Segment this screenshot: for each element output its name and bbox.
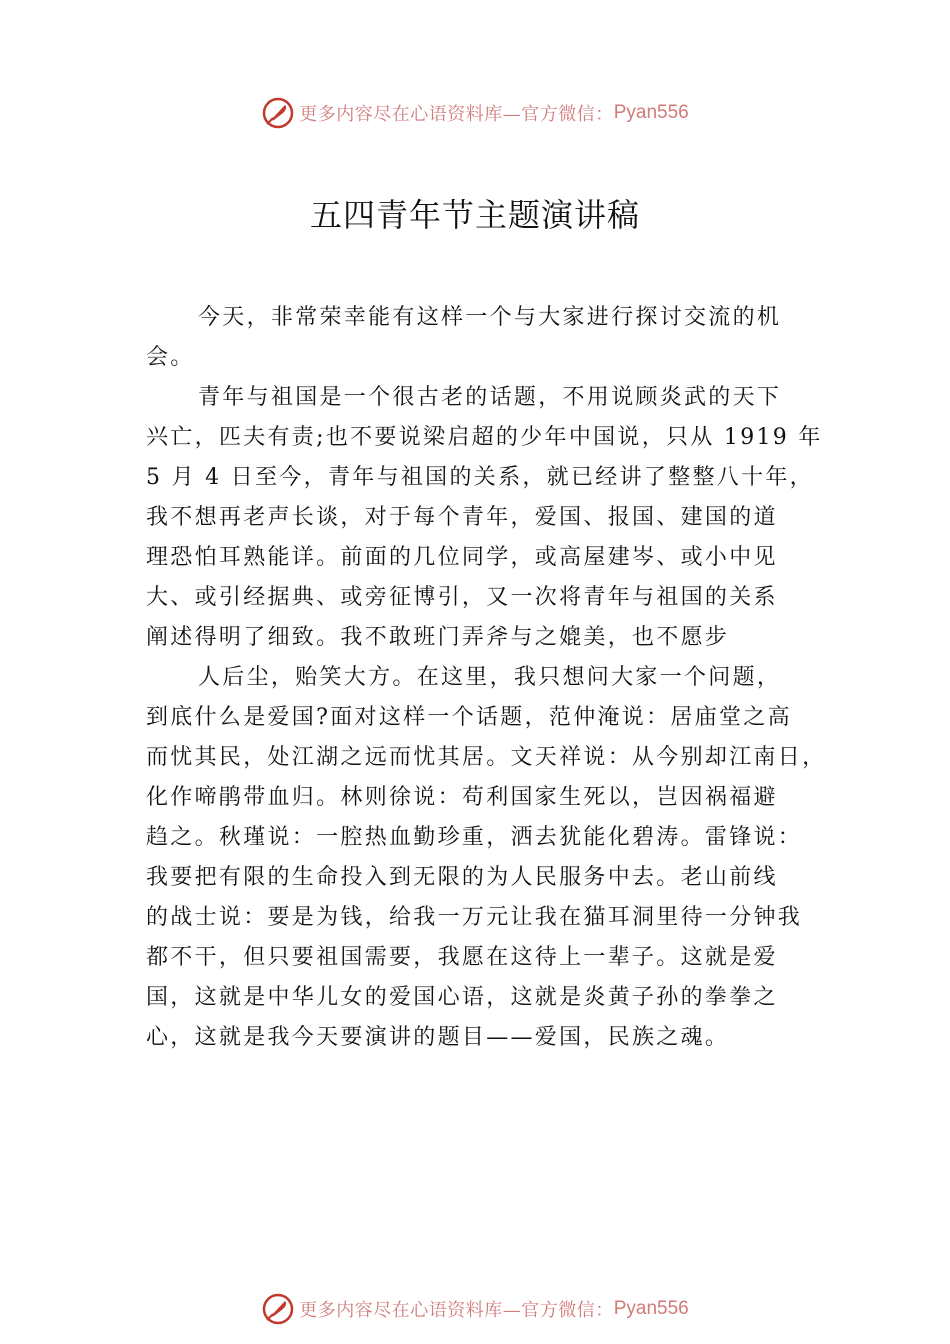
body-line: 阐述得明了细致。我不敢班门弄斧与之媲美，也不愿步 [146,625,730,650]
body-line: 心，这就是我今天要演讲的题目——爱国，民族之魂。 [146,1025,730,1050]
watermark-wechat-id: Pyan556 [613,102,689,123]
body-line: 到底什么是爱国?面对这样一个话题，范仲淹说：居庙堂之高 [146,705,792,730]
body-line: 今天，非常荣幸能有这样一个与大家进行探讨交流的机 [198,305,782,330]
header-watermark [0,93,950,133]
watermark-text: 更多内容尽在心语资料库—官方微信： [299,104,614,125]
body-line: 人后尘，贻笑大方。在这里，我只想问大家一个问题， [198,665,782,690]
body-line: 都不干，但只要祖国需要，我愿在这待上一辈子。这就是爱 [146,945,778,970]
body-line: 兴亡，匹夫有责;也不要说梁启超的少年中国说，只从 1919 年 [146,425,823,450]
body-line: 5 月 4 日至今，青年与祖国的关系，就已经讲了整整八十年， [146,465,814,490]
body-line: 化作啼鹃带血归。林则徐说：苟利国家生死以，岂因祸福避 [146,785,778,810]
body-line: 会。 [146,345,195,370]
body-line: 国，这就是中华儿女的爱国心语，这就是炎黄子孙的拳拳之 [146,985,778,1010]
body-line: 而忧其民，处江湖之远而忧其居。文天祥说：从今别却江南日， [146,745,827,770]
body-line: 我要把有限的生命投入到无限的为人民服务中去。老山前线 [146,865,778,890]
watermark-wechat-id: Pyan556 [613,1298,689,1319]
body-line: 青年与祖国是一个很古老的话题，不用说顾炎武的天下 [198,385,782,410]
document-title: 五四青年节主题演讲稿 [309,196,640,234]
body-line: 大、或引经据典、或旁征博引，又一次将青年与祖国的关系 [146,585,778,610]
body-line: 理恐怕耳熟能详。前面的几位同学，或高屋建岑、或小中见 [146,545,778,570]
quill-logo-icon [261,96,295,130]
body-line: 的战士说：要是为钱，给我一万元让我在猫耳洞里待一分钟我 [146,905,803,930]
quill-logo-icon [261,1292,295,1326]
body-line: 趋之。秋瑾说：一腔热血勤珍重，洒去犹能化碧涛。雷锋说： [146,825,803,850]
footer-watermark [0,1289,950,1329]
watermark-text: 更多内容尽在心语资料库—官方微信： [299,1300,614,1321]
body-line: 我不想再老声长谈，对于每个青年，爱国、报国、建国的道 [146,505,778,530]
document-body [146,298,836,1058]
